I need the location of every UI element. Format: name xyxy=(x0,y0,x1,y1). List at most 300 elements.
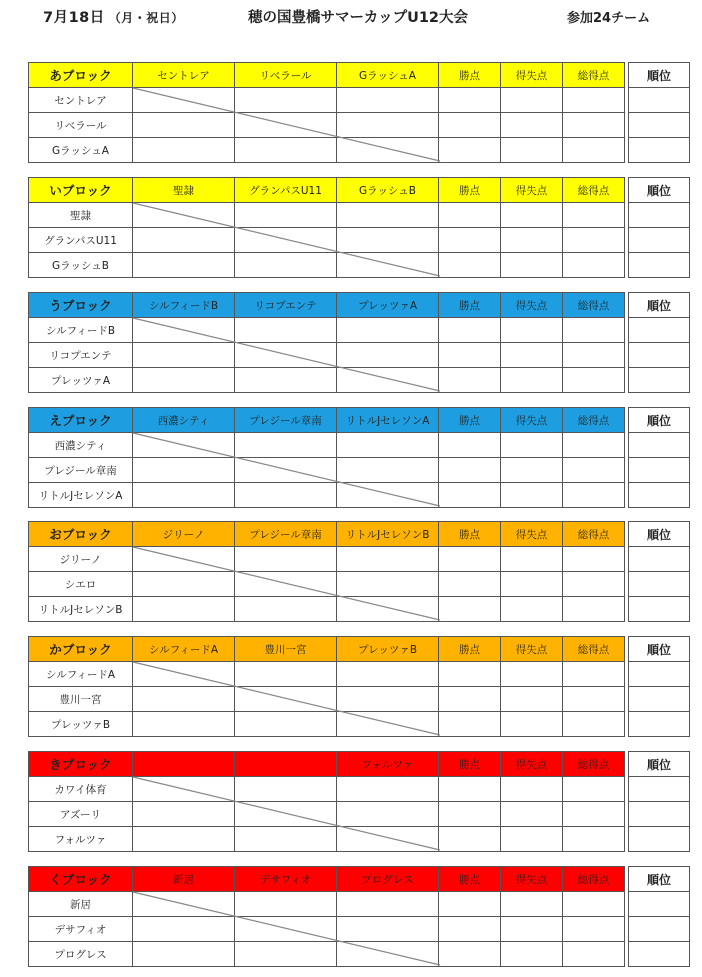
rank-cell xyxy=(629,802,690,827)
result-cell xyxy=(563,228,625,253)
header-goal-diff: 得失点 xyxy=(501,63,563,88)
table-row xyxy=(29,827,690,852)
header-team: シルフィードB xyxy=(133,293,235,318)
result-cell xyxy=(563,917,625,942)
header-team: 豊川一宮 xyxy=(235,637,337,662)
result-cell xyxy=(337,662,439,687)
rank-cell xyxy=(629,662,690,687)
rank-cell xyxy=(629,253,690,278)
row-team-name: プレッツァB xyxy=(29,712,133,737)
result-cell xyxy=(235,547,337,572)
result-cell xyxy=(133,942,235,967)
table-row xyxy=(29,777,690,802)
result-cell xyxy=(235,802,337,827)
result-cell xyxy=(501,368,563,393)
result-cell xyxy=(501,777,563,802)
row-team-name: リコプエンテ xyxy=(29,343,133,368)
result-cell xyxy=(235,712,337,737)
table-row xyxy=(29,483,690,508)
row-team-name: GラッシュA xyxy=(29,138,133,163)
header-points: 勝点 xyxy=(439,178,501,203)
result-cell xyxy=(235,88,337,113)
result-cell xyxy=(337,483,439,508)
row-team-name: アズーリ xyxy=(29,802,133,827)
result-cell xyxy=(337,942,439,967)
block-name: えブロック xyxy=(29,408,133,433)
result-cell xyxy=(133,253,235,278)
result-cell xyxy=(337,802,439,827)
result-cell xyxy=(563,88,625,113)
result-cell xyxy=(337,687,439,712)
rank-cell xyxy=(629,483,690,508)
block-table xyxy=(28,636,690,737)
result-cell xyxy=(501,88,563,113)
result-cell xyxy=(501,483,563,508)
table-row xyxy=(29,687,690,712)
table-row xyxy=(29,942,690,967)
rank-cell xyxy=(629,88,690,113)
header-points: 勝点 xyxy=(439,293,501,318)
result-cell xyxy=(337,203,439,228)
header-team: 聖隷 xyxy=(133,178,235,203)
rank-cell xyxy=(629,228,690,253)
header-team: 新居 xyxy=(133,867,235,892)
header-goal-diff: 得失点 xyxy=(501,637,563,662)
block-name: いブロック xyxy=(29,178,133,203)
table-row xyxy=(29,458,690,483)
result-cell xyxy=(501,343,563,368)
header-rank: 順位 xyxy=(629,293,690,318)
header-team: プレッツァB xyxy=(337,637,439,662)
block-header-row xyxy=(29,752,690,777)
result-cell xyxy=(563,777,625,802)
header-points: 勝点 xyxy=(439,522,501,547)
result-cell xyxy=(439,827,501,852)
row-team-name: 聖隷 xyxy=(29,203,133,228)
result-cell xyxy=(337,917,439,942)
result-cell xyxy=(337,572,439,597)
header-team: プレッツァA xyxy=(337,293,439,318)
result-cell xyxy=(439,777,501,802)
result-cell xyxy=(501,827,563,852)
result-cell xyxy=(337,343,439,368)
header-points: 勝点 xyxy=(439,408,501,433)
header-team: リトルJセレソンA xyxy=(337,408,439,433)
table-row xyxy=(29,228,690,253)
table-row xyxy=(29,917,690,942)
header-points: 勝点 xyxy=(439,63,501,88)
result-cell xyxy=(563,138,625,163)
table-row xyxy=(29,712,690,737)
table-row xyxy=(29,433,690,458)
result-cell xyxy=(439,687,501,712)
team-count: 参加24チーム xyxy=(567,11,651,26)
result-cell xyxy=(235,203,337,228)
block-table xyxy=(28,62,690,163)
rank-cell xyxy=(629,827,690,852)
table-row xyxy=(29,343,690,368)
header-goal-diff: 得失点 xyxy=(501,178,563,203)
rank-cell xyxy=(629,343,690,368)
rank-cell xyxy=(629,547,690,572)
page-header xyxy=(0,6,702,30)
header-goals-for: 総得点 xyxy=(563,178,625,203)
result-cell xyxy=(563,483,625,508)
result-cell xyxy=(133,687,235,712)
row-team-name: 豊川一宮 xyxy=(29,687,133,712)
row-team-name: GラッシュB xyxy=(29,253,133,278)
result-cell xyxy=(133,827,235,852)
block-4 xyxy=(28,407,689,507)
rank-cell xyxy=(629,138,690,163)
header-team: ジリーノ xyxy=(133,522,235,547)
table-row xyxy=(29,597,690,622)
result-cell xyxy=(563,942,625,967)
result-cell xyxy=(439,343,501,368)
result-cell xyxy=(439,662,501,687)
result-cell xyxy=(501,138,563,163)
row-team-name: シエロ xyxy=(29,572,133,597)
header-rank: 順位 xyxy=(629,408,690,433)
row-team-name: デサフィオ xyxy=(29,917,133,942)
result-cell xyxy=(439,483,501,508)
block-header-row xyxy=(29,178,690,203)
result-cell xyxy=(235,228,337,253)
header-goals-for: 総得点 xyxy=(563,637,625,662)
result-cell xyxy=(439,917,501,942)
block-table xyxy=(28,177,690,278)
result-cell xyxy=(439,253,501,278)
event-date xyxy=(43,6,184,27)
result-cell xyxy=(133,777,235,802)
result-cell xyxy=(235,687,337,712)
result-cell xyxy=(235,483,337,508)
result-cell xyxy=(501,892,563,917)
rank-cell xyxy=(629,113,690,138)
result-cell xyxy=(337,712,439,737)
table-row xyxy=(29,113,690,138)
row-team-name: プログレス xyxy=(29,942,133,967)
result-cell xyxy=(563,433,625,458)
block-2 xyxy=(28,177,689,277)
result-cell xyxy=(439,458,501,483)
result-cell xyxy=(501,113,563,138)
block-6 xyxy=(28,636,689,736)
row-team-name: リトルJセレソンB xyxy=(29,597,133,622)
header-team: プレジール章南 xyxy=(235,522,337,547)
result-cell xyxy=(337,433,439,458)
block-name: おブロック xyxy=(29,522,133,547)
result-cell xyxy=(235,597,337,622)
result-cell xyxy=(501,942,563,967)
header-goals-for: 総得点 xyxy=(563,293,625,318)
result-cell xyxy=(235,827,337,852)
result-cell xyxy=(133,483,235,508)
block-header-row xyxy=(29,293,690,318)
result-cell xyxy=(337,597,439,622)
result-cell xyxy=(501,318,563,343)
row-team-name: セントレア xyxy=(29,88,133,113)
header-team: プレジール章南 xyxy=(235,408,337,433)
result-cell xyxy=(235,318,337,343)
result-cell xyxy=(501,687,563,712)
block-table xyxy=(28,866,690,967)
header-points: 勝点 xyxy=(439,637,501,662)
result-cell xyxy=(501,547,563,572)
result-cell xyxy=(337,777,439,802)
result-cell xyxy=(563,253,625,278)
result-cell xyxy=(133,458,235,483)
result-cell xyxy=(501,712,563,737)
block-name: あブロック xyxy=(29,63,133,88)
result-cell xyxy=(235,253,337,278)
rank-cell xyxy=(629,712,690,737)
header-team: セントレア xyxy=(133,63,235,88)
result-cell xyxy=(337,547,439,572)
result-cell xyxy=(501,572,563,597)
rank-cell xyxy=(629,597,690,622)
header-points: 勝点 xyxy=(439,867,501,892)
date-text: 7月18日 xyxy=(43,10,105,26)
result-cell xyxy=(563,458,625,483)
result-cell xyxy=(439,113,501,138)
block-7 xyxy=(28,751,689,851)
result-cell xyxy=(235,113,337,138)
block-header-row xyxy=(29,637,690,662)
block-3 xyxy=(28,292,689,392)
result-cell xyxy=(563,318,625,343)
result-cell xyxy=(501,203,563,228)
header-goal-diff: 得失点 xyxy=(501,293,563,318)
row-team-name: プレジール章南 xyxy=(29,458,133,483)
result-cell xyxy=(563,597,625,622)
header-team: 西濃シティ xyxy=(133,408,235,433)
result-cell xyxy=(337,892,439,917)
result-cell xyxy=(337,113,439,138)
result-cell xyxy=(439,572,501,597)
result-cell xyxy=(337,368,439,393)
result-cell xyxy=(235,572,337,597)
result-cell xyxy=(235,138,337,163)
header-rank: 順位 xyxy=(629,522,690,547)
result-cell xyxy=(133,597,235,622)
row-team-name: シルフィードB xyxy=(29,318,133,343)
result-cell xyxy=(337,827,439,852)
result-cell xyxy=(133,203,235,228)
header-rank: 順位 xyxy=(629,63,690,88)
result-cell xyxy=(439,597,501,622)
result-cell xyxy=(235,458,337,483)
header-rank: 順位 xyxy=(629,178,690,203)
block-table xyxy=(28,521,690,622)
page-title: 穂の国豊橋サマーカップU12大会 xyxy=(248,10,469,26)
result-cell xyxy=(337,458,439,483)
result-cell xyxy=(337,228,439,253)
table-row xyxy=(29,892,690,917)
result-cell xyxy=(133,343,235,368)
result-cell xyxy=(133,228,235,253)
result-cell xyxy=(439,802,501,827)
header-rank: 順位 xyxy=(629,637,690,662)
result-cell xyxy=(563,712,625,737)
header-team xyxy=(133,752,235,777)
result-cell xyxy=(563,572,625,597)
header-goal-diff: 得失点 xyxy=(501,408,563,433)
table-row xyxy=(29,802,690,827)
result-cell xyxy=(337,138,439,163)
row-team-name: リトルJセレソンA xyxy=(29,483,133,508)
result-cell xyxy=(439,138,501,163)
row-team-name: 西濃シティ xyxy=(29,433,133,458)
result-cell xyxy=(133,892,235,917)
result-cell xyxy=(439,318,501,343)
header-goal-diff: 得失点 xyxy=(501,752,563,777)
row-team-name: フォルツァ xyxy=(29,827,133,852)
block-table xyxy=(28,292,690,393)
table-row xyxy=(29,88,690,113)
result-cell xyxy=(235,917,337,942)
block-5 xyxy=(28,521,689,621)
result-cell xyxy=(439,712,501,737)
header-goals-for: 総得点 xyxy=(563,522,625,547)
rank-cell xyxy=(629,318,690,343)
row-team-name: 新居 xyxy=(29,892,133,917)
result-cell xyxy=(439,892,501,917)
result-cell xyxy=(563,687,625,712)
header-goals-for: 総得点 xyxy=(563,63,625,88)
result-cell xyxy=(235,368,337,393)
result-cell xyxy=(133,802,235,827)
header-goal-diff: 得失点 xyxy=(501,867,563,892)
rank-cell xyxy=(629,433,690,458)
result-cell xyxy=(337,88,439,113)
rank-cell xyxy=(629,687,690,712)
result-cell xyxy=(563,113,625,138)
header-goals-for: 総得点 xyxy=(563,752,625,777)
result-cell xyxy=(133,712,235,737)
header-team: プログレス xyxy=(337,867,439,892)
result-cell xyxy=(133,572,235,597)
result-cell xyxy=(133,433,235,458)
table-row xyxy=(29,203,690,228)
header-goals-for: 総得点 xyxy=(563,408,625,433)
result-cell xyxy=(501,802,563,827)
header-team: グランパスU11 xyxy=(235,178,337,203)
table-row xyxy=(29,138,690,163)
table-row xyxy=(29,368,690,393)
result-cell xyxy=(133,368,235,393)
result-cell xyxy=(563,368,625,393)
row-team-name: シルフィードA xyxy=(29,662,133,687)
result-cell xyxy=(501,597,563,622)
header-team xyxy=(235,752,337,777)
result-cell xyxy=(563,802,625,827)
rank-cell xyxy=(629,368,690,393)
row-team-name: カワイ体育 xyxy=(29,777,133,802)
result-cell xyxy=(133,318,235,343)
result-cell xyxy=(133,88,235,113)
block-name: きブロック xyxy=(29,752,133,777)
result-cell xyxy=(563,203,625,228)
header-team: GラッシュA xyxy=(337,63,439,88)
header-team: リベラール xyxy=(235,63,337,88)
result-cell xyxy=(501,458,563,483)
block-header-row xyxy=(29,63,690,88)
result-cell xyxy=(235,662,337,687)
result-cell xyxy=(235,942,337,967)
result-cell xyxy=(439,547,501,572)
block-table xyxy=(28,751,690,852)
result-cell xyxy=(563,662,625,687)
block-name: くブロック xyxy=(29,867,133,892)
header-goals-for: 総得点 xyxy=(563,867,625,892)
header-team: リコプエンテ xyxy=(235,293,337,318)
block-header-row xyxy=(29,867,690,892)
header-team: シルフィードA xyxy=(133,637,235,662)
header-rank: 順位 xyxy=(629,867,690,892)
rank-cell xyxy=(629,892,690,917)
row-team-name: リベラール xyxy=(29,113,133,138)
result-cell xyxy=(133,662,235,687)
result-cell xyxy=(439,433,501,458)
header-team: デサフィオ xyxy=(235,867,337,892)
rank-cell xyxy=(629,458,690,483)
rank-cell xyxy=(629,942,690,967)
result-cell xyxy=(501,662,563,687)
result-cell xyxy=(337,253,439,278)
rank-cell xyxy=(629,203,690,228)
header-team: GラッシュB xyxy=(337,178,439,203)
result-cell xyxy=(563,343,625,368)
result-cell xyxy=(563,827,625,852)
header-rank: 順位 xyxy=(629,752,690,777)
rank-cell xyxy=(629,777,690,802)
table-row xyxy=(29,318,690,343)
result-cell xyxy=(235,777,337,802)
block-header-row xyxy=(29,522,690,547)
result-cell xyxy=(439,88,501,113)
result-cell xyxy=(501,253,563,278)
result-cell xyxy=(133,138,235,163)
block-name: かブロック xyxy=(29,637,133,662)
block-8 xyxy=(28,866,689,966)
result-cell xyxy=(563,547,625,572)
header-team: リトルJセレソンB xyxy=(337,522,439,547)
result-cell xyxy=(235,433,337,458)
result-cell xyxy=(563,892,625,917)
header-team: フォルツァ xyxy=(337,752,439,777)
row-team-name: プレッツァA xyxy=(29,368,133,393)
result-cell xyxy=(133,547,235,572)
result-cell xyxy=(235,892,337,917)
row-team-name: グランパスU11 xyxy=(29,228,133,253)
result-cell xyxy=(133,917,235,942)
result-cell xyxy=(439,203,501,228)
row-team-name: ジリーノ xyxy=(29,547,133,572)
result-cell xyxy=(501,917,563,942)
result-cell xyxy=(439,228,501,253)
result-cell xyxy=(439,942,501,967)
table-row xyxy=(29,253,690,278)
result-cell xyxy=(337,318,439,343)
result-cell xyxy=(133,113,235,138)
table-row xyxy=(29,662,690,687)
block-name: うブロック xyxy=(29,293,133,318)
block-header-row xyxy=(29,408,690,433)
header-goal-diff: 得失点 xyxy=(501,522,563,547)
result-cell xyxy=(235,343,337,368)
block-table xyxy=(28,407,690,508)
